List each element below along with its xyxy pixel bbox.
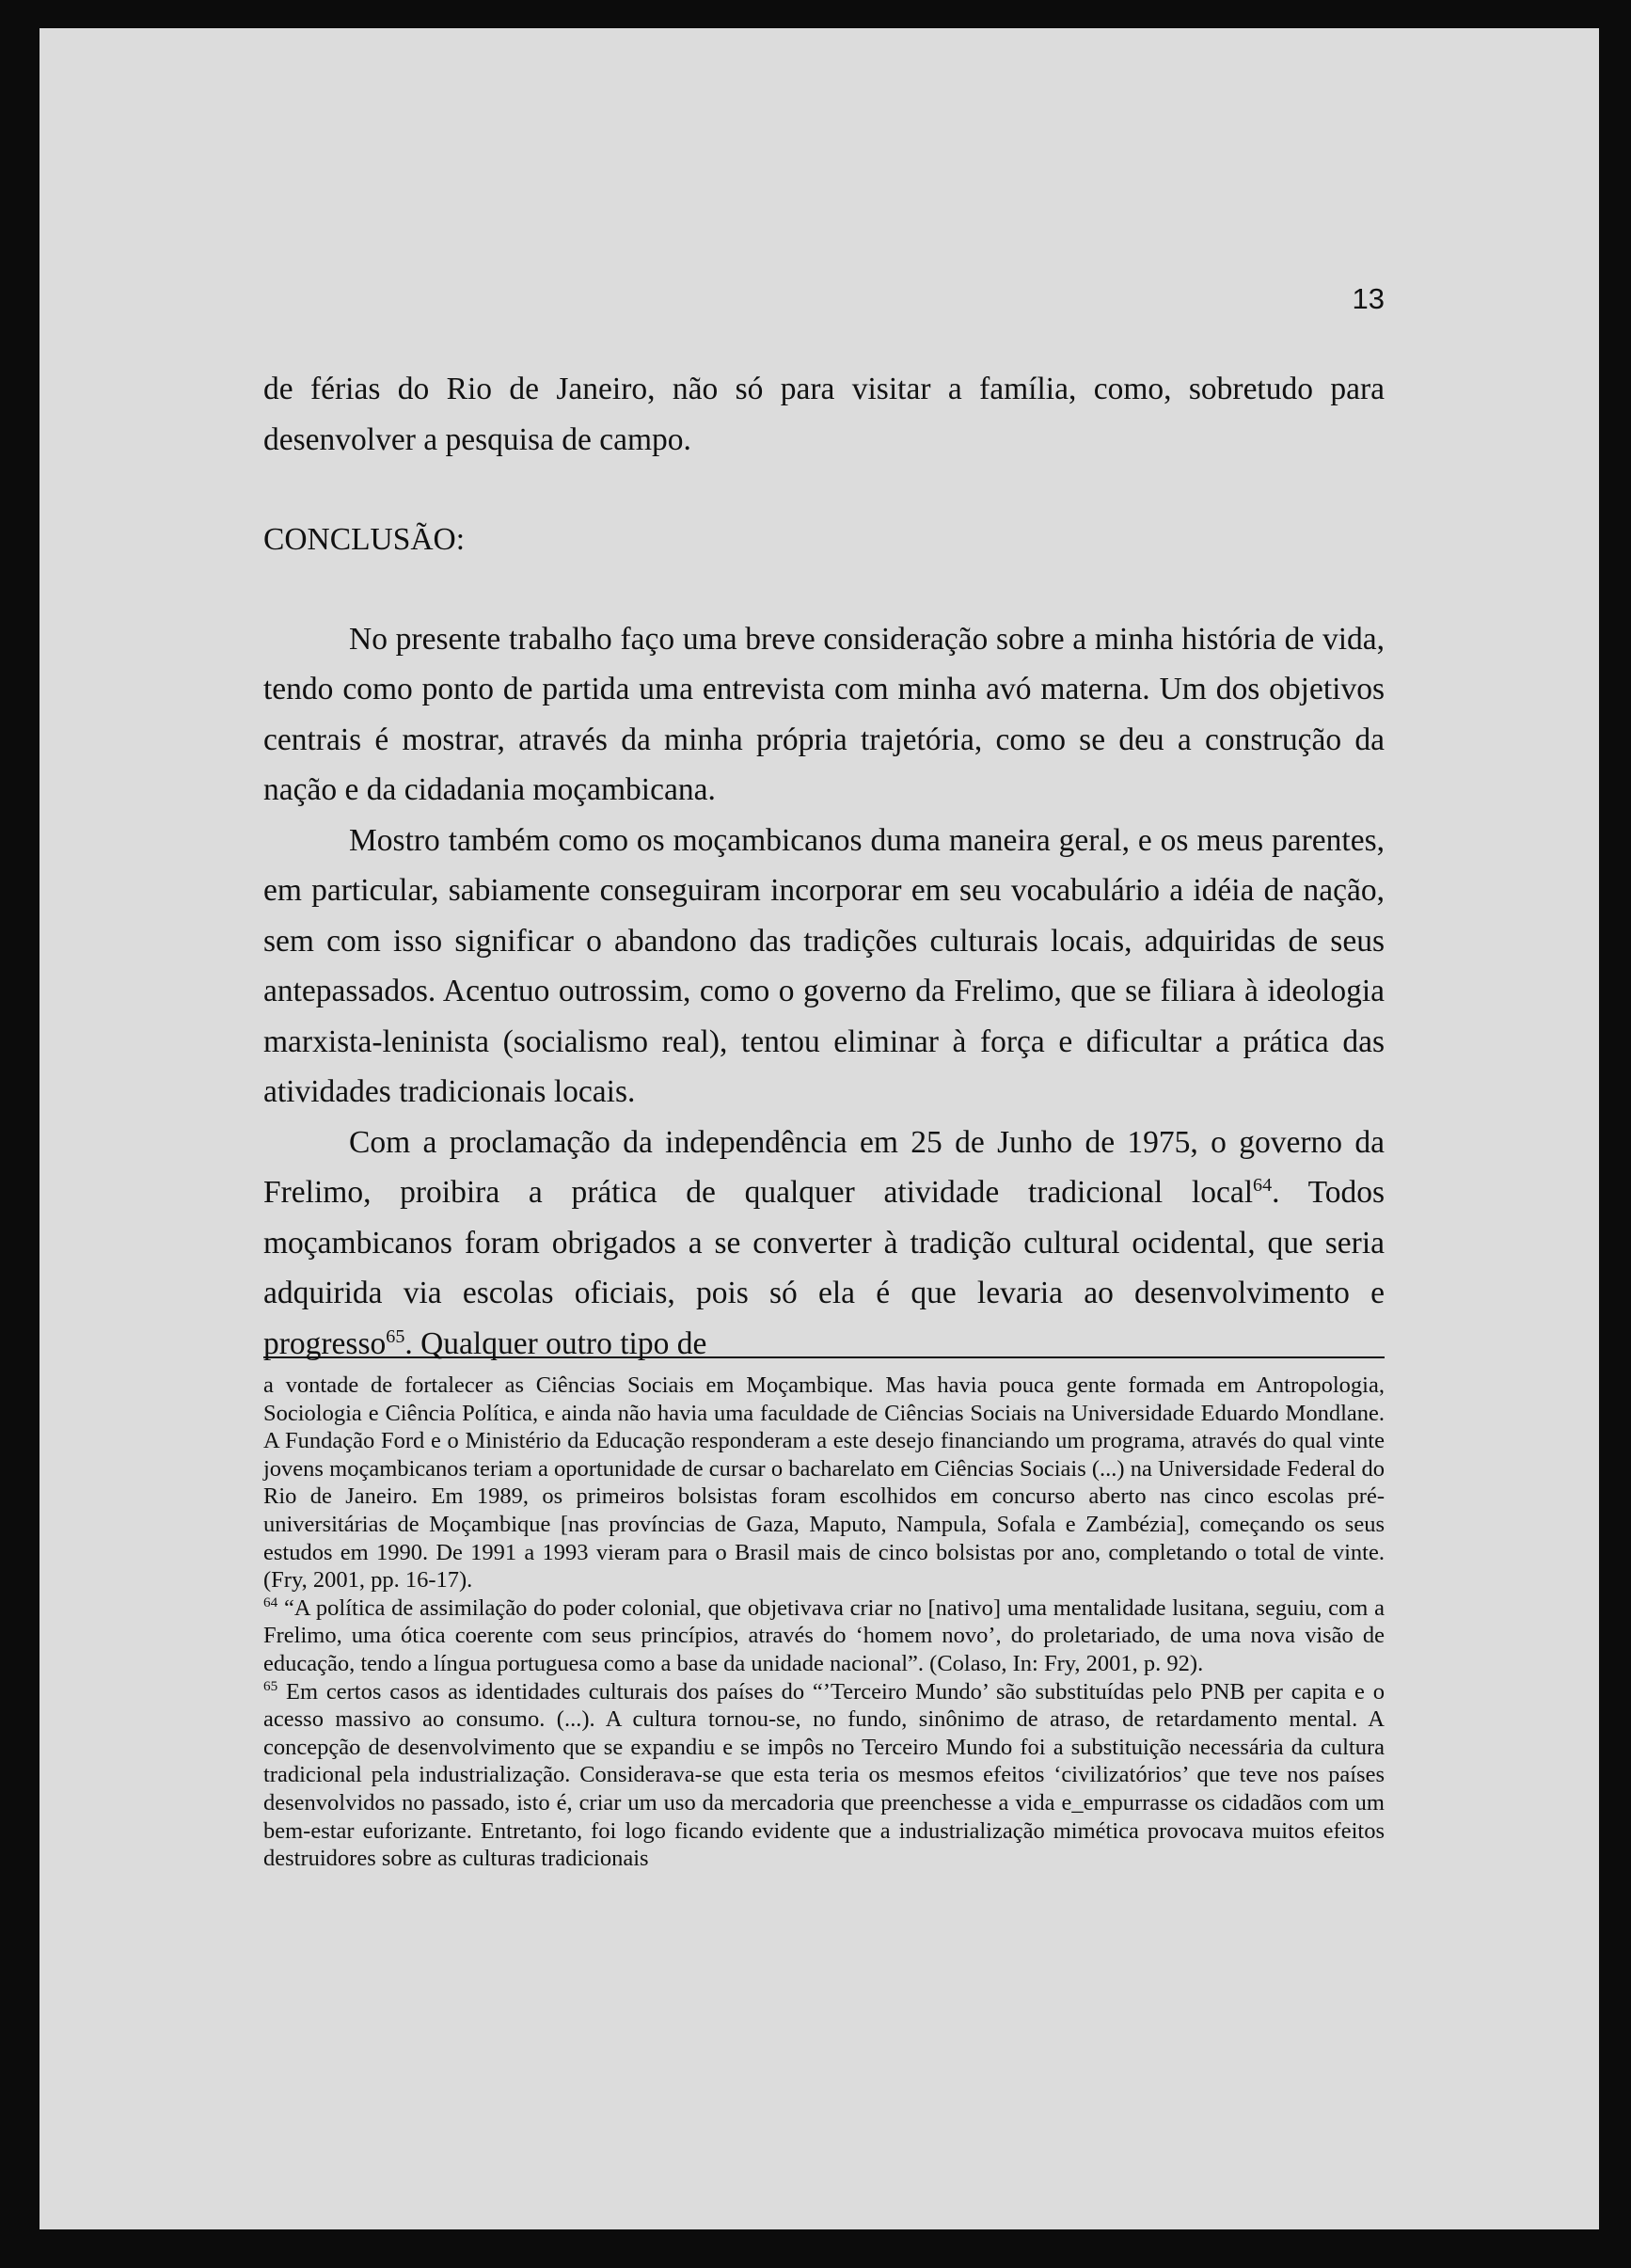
body-text bbox=[263, 364, 1385, 1369]
footnote-65-text: Em certos casos as identidades culturais dos países do “’Terceiro Mundo’ são substituídas pelo PNB per capita e o acesso massivo ao consumo. (...). A cultura tornou-se, no fundo, sinônimo de atraso, de retardamento mental. A concepção de desenvolvimento que se expandiu e se impôs no Terceiro Mundo foi a substituição necessária da cultura tradicional pela industrialização. Considerava-se que esta teria os mesmos efeitos ‘civilizatórios’ que teve nos países desenvolvidos no passado, isto é, criar um uso da mercadoria que preenchesse a vida e_empurrasse os cidadãos com um bem-estar euforizante. Entretanto, foi logo ficando evidente que a industrialização mimética provocava muitos efeitos destruidores sobre as culturas tradicionais bbox=[263, 1678, 1385, 1872]
paragraph-3-part-2: . Todos moçambicanos foram obrigados a se converter à tradição cultural ocidental, que seria adquirida via escolas oficiais, pois só ela é que levaria ao desenvolvimento e progresso bbox=[263, 1175, 1386, 1361]
footnote-65-number: 65 bbox=[263, 1677, 278, 1694]
footnote-64-number: 64 bbox=[263, 1594, 278, 1610]
footnote-ref-65: 65 bbox=[386, 1325, 405, 1347]
document-page bbox=[40, 28, 1599, 2229]
paragraph-2: Mostro também como os moçambicanos duma maneira geral, e os meus parentes, em particular, sabiamente conseguiram incorporar em seu vocabulário a idéia de nação, sem com isso significar o abandono das tradições culturais locais, adquiridas de seus antepassados. Acentuo outrossim, como o governo da Frelimo, que se filiara à ideologia marxista-leninista (socialismo real), tentou eliminar à força e dificultar a prática das atividades tradicionais locais. bbox=[263, 822, 1385, 1109]
footnote-separator bbox=[263, 1356, 1385, 1358]
footnote-64 bbox=[263, 1594, 1385, 1678]
section-heading: CONCLUSÃO: bbox=[263, 522, 466, 557]
footnote-continued: a vontade de fortalecer as Ciências Sociais em Moçambique. Mas havia pouca gente formada em Antropologia, Sociologia e Ciência Política, e ainda não havia uma faculdade de Ciências Sociais na Universidade Eduardo Mondlane. A Fundação Ford e o Ministério da Educação responderam a este desejo financiando um programa, através do qual vinte jovens moçambicanos teriam a oportunidade de cursar o bacharelato em Ciências Sociais (...) na Universidade Federal do Rio de Janeiro. Em 1989, os primeiros bolsistas foram escolhidos em concurso aberto nas cinco escolas pré-universitárias de Moçambique [nas províncias de Gaza, Maputo, Nampula, Sofala e Zambézia], começando os seus estudos em 1990. De 1991 a 1993 vieram para o Brasil mais de cinco bolsistas por ano, completando o total de vinte. (Fry, 2001, pp. 16-17). bbox=[263, 1372, 1385, 1594]
footnote-65 bbox=[263, 1678, 1385, 1873]
footnote-64-text: “A política de assimilação do poder colonial, que objetivava criar no [nativo] uma mentalidade lusitana, seguiu, com a Frelimo, uma ótica coerente com seus princípios, através do ‘homem novo’, do proletariado, de uma nova visão de educação, tendo a língua portuguesa como a base da unidade nacional”. (Colaso, In: Fry, 2001, p. 92). bbox=[263, 1594, 1385, 1676]
paragraph-3-part-3: . Qualquer outro tipo de bbox=[404, 1325, 707, 1361]
footnote-ref-64: 64 bbox=[1253, 1174, 1273, 1196]
paragraph-3 bbox=[263, 1118, 1385, 1370]
paragraph-1: No presente trabalho faço uma breve consideração sobre a minha história de vida, tendo como ponto de partida uma entrevista com minha avó materna. Um dos objetivos centrais é mostrar, através da minha própria trajetória, como se deu a construção da nação e da cidadania moçambicana. bbox=[263, 621, 1385, 807]
paragraph-3-part-1: Com a proclamação da independência em 25 de Junho de 1975, o governo da Frelimo, proibira a prática de qualquer atividade tradicional local bbox=[263, 1124, 1385, 1210]
page-number: 13 bbox=[1352, 282, 1385, 315]
carryover-paragraph: de férias do Rio de Janeiro, não só para visitar a família, como, sobretudo para desenvolver a pesquisa de campo. bbox=[263, 372, 1385, 457]
footnotes bbox=[263, 1372, 1385, 1873]
